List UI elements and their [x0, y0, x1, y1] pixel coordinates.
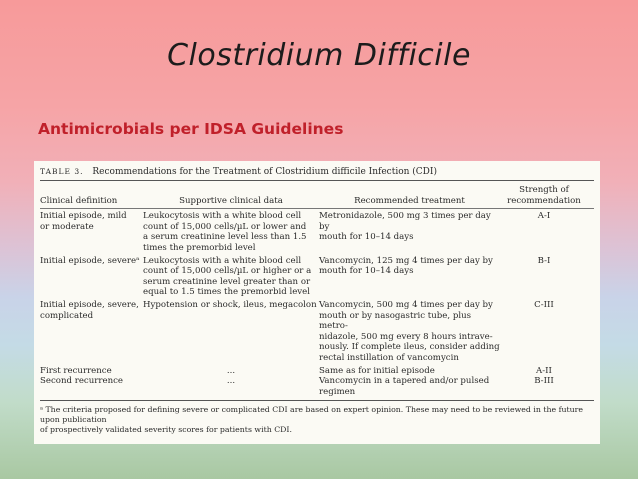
- table-header-row: [40, 181, 594, 208]
- header-supportive-data: Supportive clinical data: [179, 195, 283, 206]
- row-treatment: Same as for initial episode: [319, 365, 435, 376]
- table-footnote: ᵃ The criteria proposed for defining severe or complicated CDI are based on expert opinion. These may need to be reviewed in the future upon publication of prospectively validated severity scores for patients with CDI.: [40, 405, 583, 435]
- row-definition: Initial episode, severe, complicated: [40, 299, 139, 321]
- row-treatment: Vancomycin, 500 mg 4 times per day by mouth or by nasogastric tube, plus metro- nidazole, 500 mg every 8 hours intrave- nously. If complete ileus, consider adding rectal instillation of vancomycin: [319, 299, 500, 363]
- row-strength: A-II: [536, 365, 552, 376]
- treatment-table: [34, 161, 600, 444]
- row-supportive-data: Hypotension or shock, ileus, megacolon: [143, 299, 317, 310]
- table-body: [40, 211, 594, 397]
- row-supportive-data: Leukocytosis with a white blood cell count of 15,000 cells/µL or higher or a serum creatinine level greater than or equal to 1.5 times the premorbid level: [143, 255, 312, 298]
- row-supportive-data: ...: [226, 365, 236, 376]
- table-label: TABLE 3.: [40, 167, 84, 176]
- table-caption-text: Recommendations for the Treatment of Clostridium difficile Infection (CDI): [92, 167, 437, 177]
- table-row: [40, 300, 594, 364]
- row-supportive-data: Leukocytosis with a white blood cell count of 15,000 cells/µL or lower and a serum creatinine level less than 1.5 times the premorbid level: [143, 211, 307, 253]
- row-strength: B-III: [534, 376, 554, 387]
- header-strength: Strength of recommendation: [507, 185, 581, 206]
- table-header-rule: [40, 208, 594, 209]
- row-strength: A-I: [537, 211, 551, 222]
- row-definition: Second recurrence: [40, 376, 124, 387]
- slide-subtitle: Antimicrobials per IDSA Guidelines: [38, 120, 344, 138]
- table-row: [40, 366, 594, 377]
- row-strength: C-III: [534, 299, 554, 310]
- row-treatment: Vancomycin, 125 mg 4 times per day by mouth for 10–14 days: [319, 255, 493, 277]
- row-supportive-data: ...: [226, 376, 236, 387]
- row-definition: Initial episode, mild or moderate: [40, 211, 127, 232]
- table-row: [40, 376, 594, 397]
- row-strength: B-I: [537, 255, 551, 266]
- row-definition: First recurrence: [40, 365, 112, 376]
- header-recommended-treatment: Recommended treatment: [354, 195, 465, 206]
- row-definition: Initial episode, severeᵃ: [40, 255, 140, 266]
- row-treatment: Metronidazole, 500 mg 3 times per day by mouth for 10–14 days: [319, 211, 491, 243]
- table-bottom-rule: [40, 400, 594, 401]
- row-treatment: Vancomycin in a tapered and/or pulsed regimen: [319, 376, 490, 397]
- header-clinical-definition: Clinical definition: [40, 195, 118, 206]
- table-row: [40, 256, 594, 298]
- table-caption: [40, 165, 594, 178]
- table-row: [40, 211, 594, 253]
- slide-title: Clostridium Difficile: [167, 38, 471, 73]
